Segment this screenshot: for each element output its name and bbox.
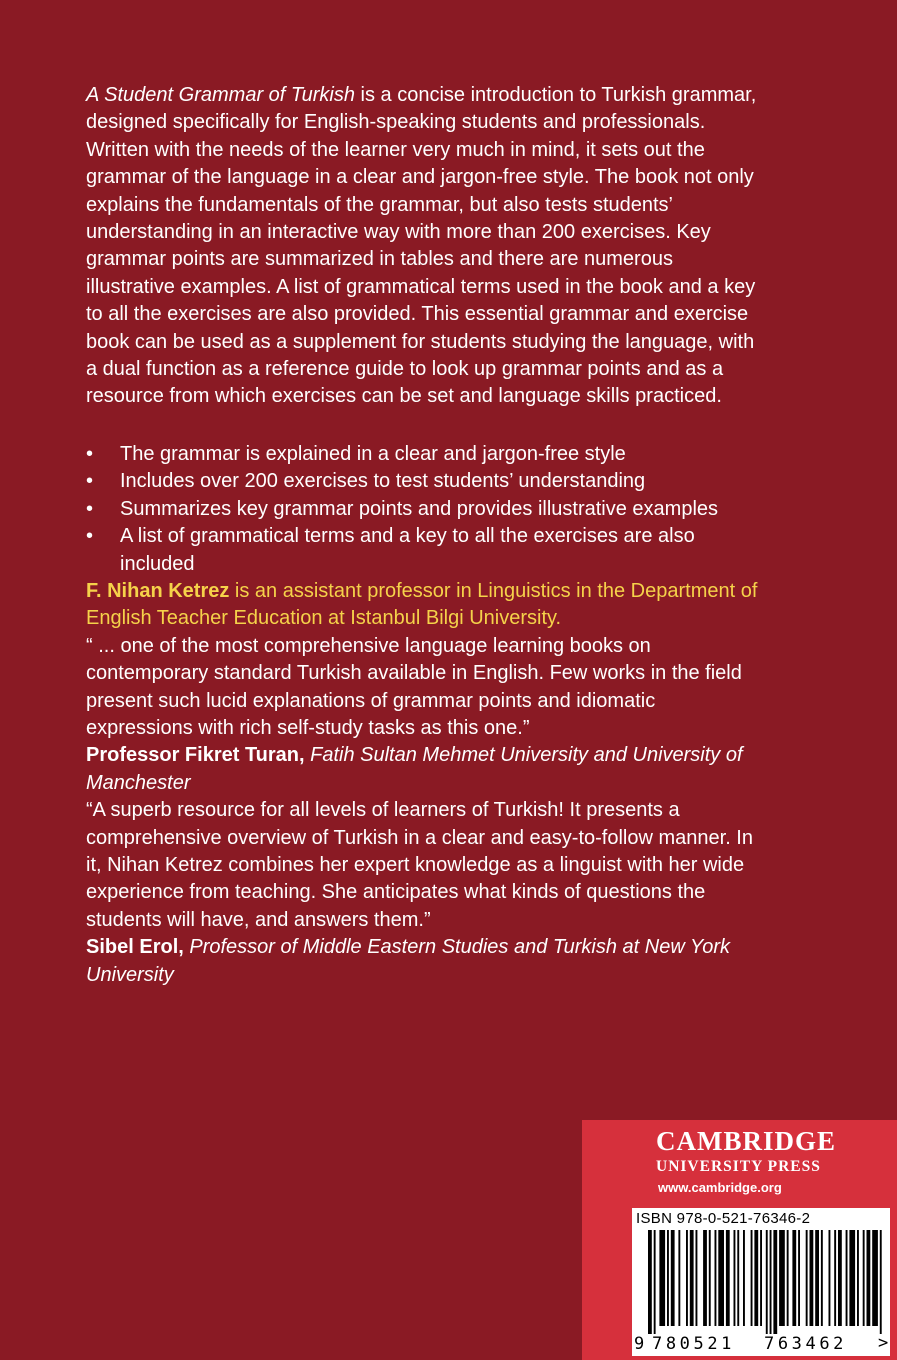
barcode-bar <box>872 1230 878 1326</box>
barcode-bar <box>696 1230 698 1326</box>
barcode-end-marker: > <box>878 1333 889 1353</box>
barcode-bar <box>709 1230 711 1326</box>
barcode-bar <box>863 1230 865 1326</box>
barcode-bar <box>821 1230 823 1326</box>
publisher-panel <box>582 1120 897 1360</box>
quote-attribution-affiliation: Fatih Sultan Mehmet University and University of Manchester <box>86 744 743 794</box>
barcode-bar <box>798 1230 800 1326</box>
quote-attribution-affiliation: Professor of Middle Eastern Studies and Turkish at New York University <box>86 936 730 986</box>
publisher-website: www.cambridge.org <box>658 1180 782 1195</box>
author-bio <box>86 578 766 633</box>
barcode-digit-group-2: 763462 <box>764 1334 848 1354</box>
author-bio-text: is an assistant professor in Linguistics in the Department of English Teacher Education at Istanbul Bilgi University. <box>86 579 758 630</box>
barcode-bar <box>737 1230 739 1326</box>
barcode-bar <box>754 1230 758 1326</box>
barcode-bar <box>838 1230 842 1326</box>
quote-text: “ ... one of the most comprehensive language learning books on contemporary standard Turkish available in English. Few works in the field present such lucid explanations of grammar points and idiomatic expressions with rich self-study tasks as this one.” <box>86 634 742 739</box>
barcode-bar <box>678 1230 680 1326</box>
review-quote-2 <box>86 797 766 989</box>
review-quote-1 <box>86 633 766 797</box>
quote-attribution-name: Professor Fikret Turan, <box>86 744 305 767</box>
quote-attribution-name: Sibel Erol, <box>86 936 184 959</box>
feature-item: • A list of grammatical terms and a key to all the exercises are also included <box>86 523 766 578</box>
barcode-bar <box>715 1230 717 1326</box>
barcode-digit-first: 9 <box>634 1334 645 1354</box>
barcode-bar <box>787 1230 789 1326</box>
author-name: F. Nihan Ketrez <box>86 579 230 602</box>
barcode-bar <box>880 1230 882 1334</box>
barcode-bar <box>766 1230 768 1334</box>
barcode-bar <box>743 1230 745 1326</box>
barcode-bar <box>686 1230 688 1326</box>
barcode-bar <box>849 1230 855 1326</box>
barcode-bar <box>792 1230 796 1326</box>
isbn-barcode <box>632 1208 890 1356</box>
blurb-paragraph <box>86 82 766 411</box>
publisher-logo-subtitle: UNIVERSITY PRESS <box>656 1158 821 1175</box>
blurb-text: is a concise introduction to Turkish grammar, designed specifically for English-speaking students and professionals. Written with the needs of the learner very much in mind, it sets out the grammar of the language in a clear and jargon-free style. The book not only explains the fundamentals of the grammar, but also tests students’ understanding in an interactive way with more than 200 exercises. Key grammar points are summarized in tables and there are numerous illustrative examples. A list of grammatical terms used in the book and a key to all the exercises are also provided. This essential grammar and exercise book can be used as a supplement for students studying the language, with a dual function as a reference guide to look up grammar points and as a resource from which exercises can be set and language skills practiced. <box>86 84 757 408</box>
back-cover-text <box>86 82 766 989</box>
publisher-logo-name: CAMBRIDGE <box>656 1126 837 1156</box>
barcode-bar <box>760 1230 762 1326</box>
barcode-bar <box>829 1230 831 1326</box>
barcode-bar <box>857 1230 859 1326</box>
feature-item: • Includes over 200 exercises to test students’ understanding <box>86 468 766 495</box>
barcode-digit-group-1: 780521 <box>652 1334 736 1354</box>
barcode-bar <box>703 1230 707 1326</box>
barcode-bar <box>690 1230 694 1326</box>
barcode-bar <box>659 1230 665 1326</box>
quote-text: “A superb resource for all levels of learners of Turkish! It presents a comprehensive overview of Turkish in a clear and easy-to-follow manner. In it, Nihan Ketrez combines her expert knowledge as a linguist with her wide experience from teaching. She anticipates what kinds of questions the students will have, and answers them.” <box>86 799 753 931</box>
book-title: A Student Grammar of Turkish <box>86 84 355 106</box>
feature-list <box>86 441 766 578</box>
isbn-label: ISBN 978-0-521-76346-2 <box>636 1210 811 1227</box>
barcode-bar <box>806 1230 808 1326</box>
barcode-bar <box>751 1230 753 1326</box>
barcode-bar <box>810 1230 814 1326</box>
feature-item: • The grammar is explained in a clear and jargon-free style <box>86 441 766 468</box>
barcode-bar <box>770 1230 772 1334</box>
barcode-bar <box>815 1230 819 1326</box>
barcode-bar <box>834 1230 836 1326</box>
barcode-bar <box>671 1230 675 1326</box>
barcode-bar <box>867 1230 871 1326</box>
barcode-bar <box>779 1230 785 1326</box>
barcode-bar <box>648 1230 652 1334</box>
barcode-bar <box>726 1230 730 1326</box>
barcode-bar <box>667 1230 669 1326</box>
barcode-bar <box>773 1230 777 1334</box>
feature-item: • Summarizes key grammar points and provides illustrative examples <box>86 496 766 523</box>
barcode-bar <box>846 1230 848 1326</box>
barcode-bar <box>734 1230 736 1326</box>
barcode-bar <box>654 1230 656 1334</box>
barcode-bar <box>718 1230 724 1326</box>
